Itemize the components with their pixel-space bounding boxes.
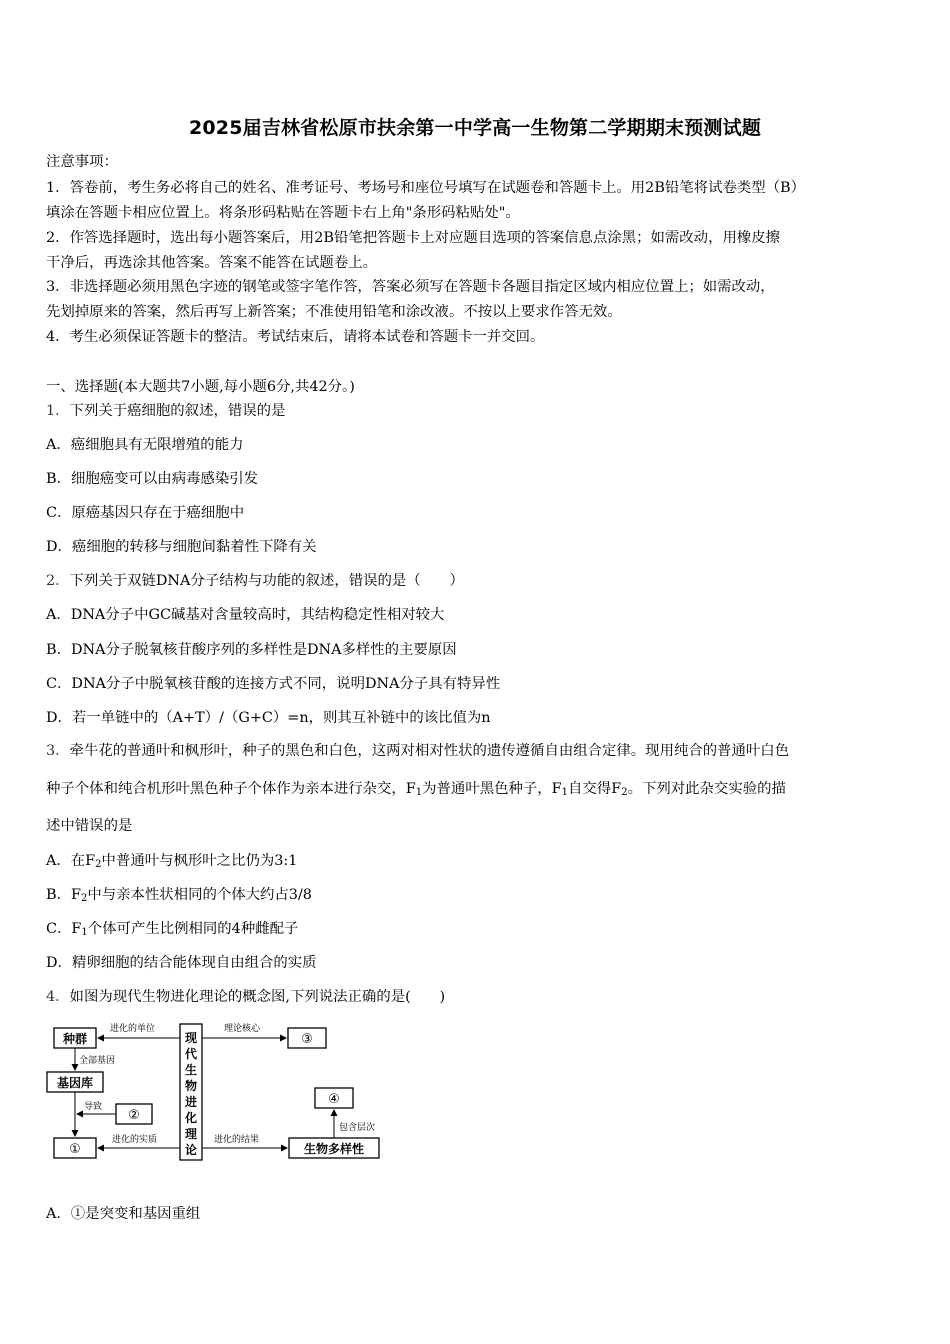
species-label: 种群 xyxy=(62,1032,88,1046)
center-char: 理 xyxy=(184,1127,198,1141)
option-text: 个体可产生比例相同的4种雌配子 xyxy=(87,921,299,937)
question-number: 1． xyxy=(46,403,70,419)
subscript: 2 xyxy=(80,893,88,904)
question-stem: 下列关于双链DNA分子结构与功能的叙述，错误的是（ ） xyxy=(69,573,464,589)
q3-option-a xyxy=(46,851,908,871)
label-essence: 进化的实质 xyxy=(112,1135,158,1145)
option-text: C．F xyxy=(46,921,82,937)
stem-text: 种子个体和纯合机形叶黑色种子个体作为亲本进行杂交，F xyxy=(46,781,416,797)
q2-option-d: D．若一单链中的（A+T）/（G+C）=n，则其互补链中的该比值为n xyxy=(46,710,491,726)
question-1 xyxy=(46,401,908,421)
circle3-label: ③ xyxy=(301,1032,313,1047)
stem-text: 自交得F xyxy=(568,781,622,797)
circle4-label: ④ xyxy=(328,1092,340,1107)
subscript: 2 xyxy=(95,859,102,870)
q2-option-a: A．DNA分子中GC碱基对含量较高时，其结构稳定性相对较大 xyxy=(46,607,445,623)
notice-item-2-cont: 干净后，再选涂其他答案。答案不能答在试题卷上。 xyxy=(46,255,377,271)
question-3 xyxy=(46,741,908,761)
circle1-label: ① xyxy=(69,1142,81,1157)
center-theory-label xyxy=(184,1030,198,1157)
center-char: 进 xyxy=(184,1095,198,1109)
option-text: A．在F xyxy=(46,853,96,869)
section-heading: 一、选择题(本大题共7小题,每小题6分,共42分。) xyxy=(46,379,355,395)
question-number: 4． xyxy=(46,989,70,1005)
notice-item-1: 1．答卷前，考生务必将自己的姓名、准考证号、考场号和座位号填写在试题卷和答题卡上。用2B铅笔将试卷类型（B） xyxy=(46,180,805,196)
option-text: B．F xyxy=(46,887,81,903)
q3-option-c xyxy=(46,919,908,939)
subscript: 1 xyxy=(81,927,88,938)
page-title: 2025届吉林省松原市扶余第一中学高一生物第二学期期末预测试题 xyxy=(188,117,762,139)
question-4 xyxy=(46,987,908,1007)
label-leads-to: 导致 xyxy=(84,1102,103,1112)
label-result: 进化的结果 xyxy=(214,1135,260,1145)
option-text: 中与亲本性状相同的个体大约占3/8 xyxy=(87,887,312,903)
notice-item-2: 2．作答选择题时，选出每小题答案后，用2B铅笔把答题卡上对应题目选项的答案信息点涂黑；如需改动，用橡皮擦 xyxy=(46,230,781,246)
q1-option-d: D．癌细胞的转移与细胞间黏着性下降有关 xyxy=(46,539,317,555)
q1-option-a: A．癌细胞具有无限增殖的能力 xyxy=(46,437,244,453)
center-char: 化 xyxy=(184,1111,198,1125)
label-all-genes: 全部基因 xyxy=(79,1056,116,1066)
label-unit: 进化的单位 xyxy=(110,1024,156,1034)
q2-option-b: B．DNA分子脱氧核苷酸序列的多样性是DNA多样性的主要原因 xyxy=(46,642,457,658)
q1-option-b: B．细胞癌变可以由病毒感染引发 xyxy=(46,471,259,487)
center-char: 现 xyxy=(184,1031,198,1045)
center-char: 代 xyxy=(184,1047,198,1061)
q3-option-d: D．精卵细胞的结合能体现自由组合的实质 xyxy=(46,955,317,971)
notice-item-1-cont: 填涂在答题卡相应位置上。将条形码粘贴在答题卡右上角"条形码粘贴处"。 xyxy=(46,205,520,221)
q3-option-b xyxy=(46,885,908,905)
question-number: 2． xyxy=(46,573,70,589)
q2-option-c: C．DNA分子中脱氧核苷酸的连接方式不同，说明DNA分子具有特异性 xyxy=(46,676,501,692)
notice-item-3: 3．非选择题必须用黑色字迹的钢笔或签字笔作答，答案必须写在答题卡各题目指定区域内相应位置上；如需改动， xyxy=(46,279,775,295)
gene-pool-label: 基因库 xyxy=(56,1076,94,1090)
q1-option-c: C．原癌基因只存在于癌细胞中 xyxy=(46,505,245,521)
label-contains: 包含层次 xyxy=(339,1123,376,1133)
notice-item-3-cont: 先划掉原来的答案，然后再写上新答案；不准使用铅笔和涂改液。不按以上要求作答无效。 xyxy=(46,304,622,320)
center-char: 论 xyxy=(184,1143,198,1157)
subscript: 1 xyxy=(415,787,423,798)
option-text: 中普通叶与枫形叶之比仍为3:1 xyxy=(101,853,298,869)
question-3-cont-2: 述中错误的是 xyxy=(46,818,133,834)
question-2 xyxy=(46,571,908,591)
notice-heading: 注意事项： xyxy=(46,154,118,170)
evolution-concept-diagram xyxy=(44,1020,389,1165)
q4-option-a: A．①是突变和基因重组 xyxy=(46,1206,201,1222)
center-char: 生 xyxy=(184,1063,198,1077)
subscript: 2 xyxy=(621,787,628,798)
stem-text: 。下列对此杂交实验的描 xyxy=(627,781,786,797)
question-stem: 如图为现代生物进化理论的概念图,下列说法正确的是( ) xyxy=(69,989,446,1005)
label-core: 理论核心 xyxy=(224,1024,261,1034)
question-stem: 牵牛花的普通叶和枫形叶，种子的黑色和白色，这两对相对性状的遗传遵循自由组合定律。现用纯合的普通叶白色 xyxy=(69,743,790,759)
question-number: 3． xyxy=(46,743,70,759)
stem-text: 为普通叶黑色种子，F xyxy=(422,781,562,797)
notice-item-4: 4．考生必须保证答题卡的整洁。考试结束后，请将本试卷和答题卡一并交回。 xyxy=(46,329,545,345)
question-3-cont xyxy=(46,779,908,799)
biodiversity-label: 生物多样性 xyxy=(303,1142,365,1156)
circle2-label: ② xyxy=(128,1108,140,1123)
subscript: 1 xyxy=(561,787,569,798)
center-char: 物 xyxy=(184,1079,198,1093)
question-stem: 下列关于癌细胞的叙述，错误的是 xyxy=(69,403,286,419)
